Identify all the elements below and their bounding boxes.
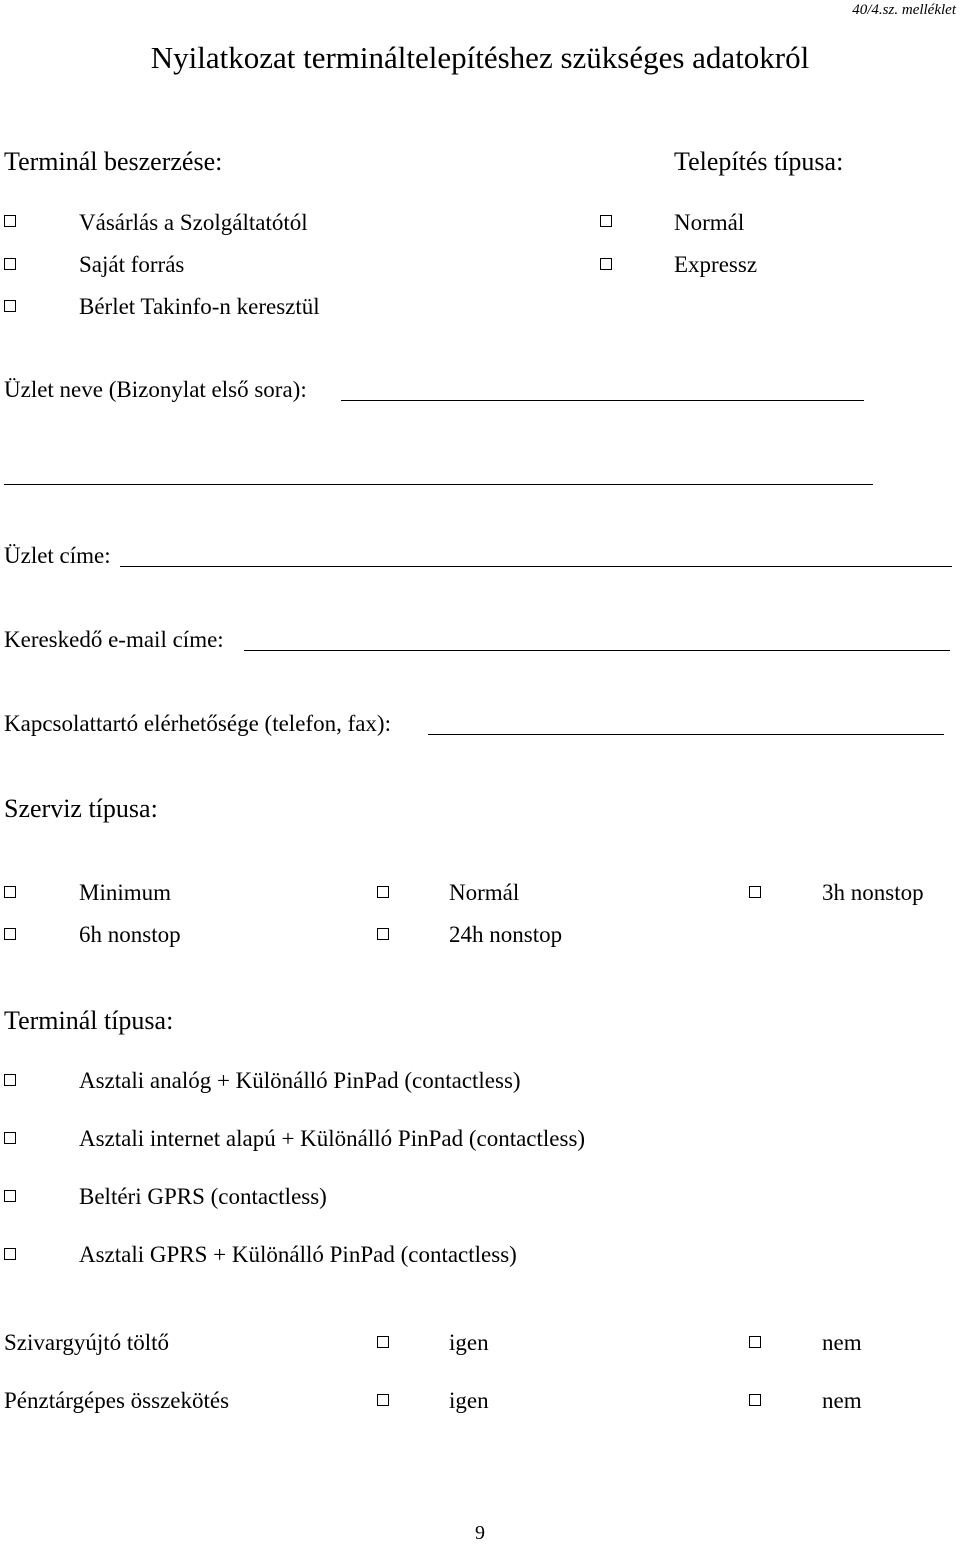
page-number: 9 <box>475 1522 485 1544</box>
procurement-heading: Terminál beszerzése: <box>4 147 223 176</box>
service-6h-label: 6h nonstop <box>79 922 181 947</box>
merchant-email-line[interactable] <box>244 650 950 651</box>
page-title: Nyilatkozat termináltelepítéshez szükséges adatokról <box>150 40 810 75</box>
cash-register-no-label: nem <box>822 1388 862 1413</box>
service-24h-label: 24h nonstop <box>449 922 563 947</box>
merchant-email-label: Kereskedő e-mail címe: <box>4 627 224 652</box>
service-3h-label: 3h nonstop <box>822 880 924 905</box>
terminal-internet-label: Asztali internet alapú + Különálló PinPad (contactless) <box>79 1126 586 1151</box>
cash-register-label: Pénztárgépes összekötés <box>4 1388 230 1413</box>
service-6h-checkbox[interactable] <box>4 928 16 940</box>
terminal-indoor-gprs-checkbox[interactable] <box>4 1190 16 1202</box>
service-type-heading: Szerviz típusa: <box>4 794 158 823</box>
procurement-own-checkbox[interactable] <box>4 258 16 270</box>
shop-name-line-2[interactable] <box>4 484 873 485</box>
cash-register-yes-checkbox[interactable] <box>377 1394 389 1406</box>
terminal-analog-label: Asztali analóg + Különálló PinPad (contactless) <box>79 1068 521 1093</box>
cash-register-yes-label: igen <box>449 1388 489 1413</box>
install-express-label: Expressz <box>674 252 758 277</box>
terminal-type-heading: Terminál típusa: <box>4 1006 174 1035</box>
shop-address-label: Üzlet címe: <box>4 543 111 568</box>
lighter-charger-yes-label: igen <box>449 1330 489 1355</box>
service-24h-checkbox[interactable] <box>377 928 389 940</box>
shop-name-line[interactable] <box>341 400 864 401</box>
terminal-internet-checkbox[interactable] <box>4 1132 16 1144</box>
contact-label: Kapcsolattartó elérhetősége (telefon, fax): <box>4 711 391 736</box>
install-type-heading: Telepítés típusa: <box>674 147 844 176</box>
lighter-charger-no-checkbox[interactable] <box>749 1336 761 1348</box>
procurement-rental-label: Bérlet Takinfo-n keresztül <box>79 294 320 319</box>
shop-name-label: Üzlet neve (Bizonylat első sora): <box>4 377 307 402</box>
procurement-own-label: Saját forrás <box>79 252 185 277</box>
install-normal-checkbox[interactable] <box>600 215 612 227</box>
service-normal-label: Normál <box>449 880 520 905</box>
lighter-charger-label: Szivargyújtó töltő <box>4 1330 170 1355</box>
cash-register-no-checkbox[interactable] <box>749 1394 761 1406</box>
terminal-desktop-gprs-checkbox[interactable] <box>4 1248 16 1260</box>
terminal-indoor-gprs-label: Beltéri GPRS (contactless) <box>79 1184 327 1209</box>
terminal-desktop-gprs-label: Asztali GPRS + Különálló PinPad (contactless) <box>79 1242 517 1267</box>
service-3h-checkbox[interactable] <box>749 886 761 898</box>
lighter-charger-yes-checkbox[interactable] <box>377 1336 389 1348</box>
service-minimum-label: Minimum <box>79 880 172 905</box>
terminal-analog-checkbox[interactable] <box>4 1074 16 1086</box>
install-express-checkbox[interactable] <box>600 258 612 270</box>
install-normal-label: Normál <box>674 210 745 235</box>
lighter-charger-no-label: nem <box>822 1330 862 1355</box>
service-minimum-checkbox[interactable] <box>4 886 16 898</box>
contact-line[interactable] <box>428 734 944 735</box>
procurement-rental-checkbox[interactable] <box>4 300 16 312</box>
shop-address-line[interactable] <box>120 566 952 567</box>
procurement-purchase-label: Vásárlás a Szolgáltatótól <box>79 210 308 235</box>
service-normal-checkbox[interactable] <box>377 886 389 898</box>
procurement-purchase-checkbox[interactable] <box>4 215 16 227</box>
annex-label: 40/4.sz. melléklet <box>852 2 956 18</box>
